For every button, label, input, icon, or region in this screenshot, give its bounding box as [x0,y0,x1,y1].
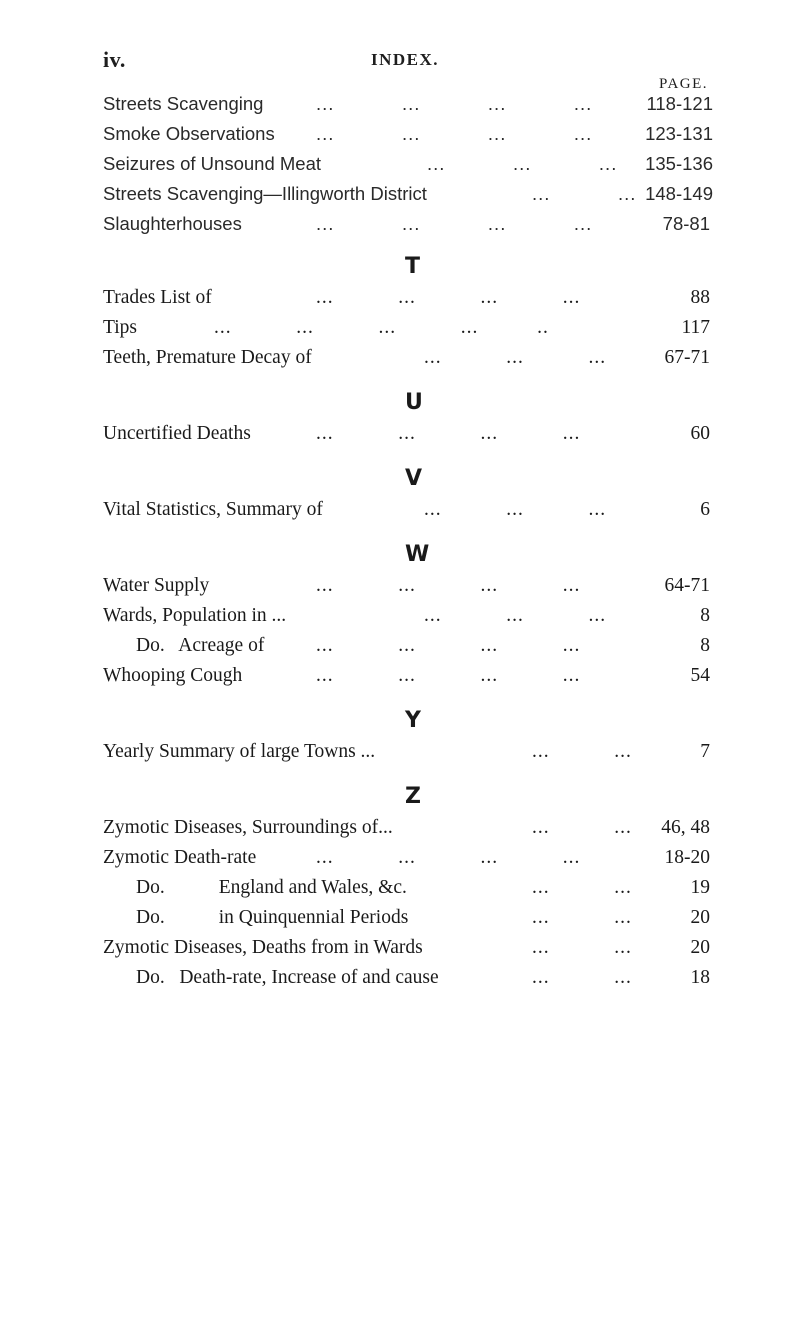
index-entry [0,423,800,453]
entry-term: Smoke Observations [103,123,275,144]
section-letter-z: Z [405,784,421,809]
leader-dots: ... ... ... [424,499,607,520]
entry-subterm: England and Wales, &c. [218,877,407,898]
leader-dots: ... ... ... ... [316,635,581,656]
entry-term: Whooping Cough [103,665,243,686]
entry-term: Teeth, Premature Decay of [103,347,312,368]
entry-page: 88 [690,287,710,308]
leader-dots: ... ... [532,967,632,988]
index-entry [0,123,800,153]
entry-page: 6 [700,499,710,520]
entry-term: Streets Scavenging—Illingworth District [103,183,427,204]
index-entry [0,877,800,907]
section-letter-v: V [405,466,423,491]
index-entry [0,817,800,847]
entry-term: Zymotic Death-rate [103,847,257,868]
leader-dots: ... ... ... ... [316,287,581,308]
leader-dots: ... ... [532,741,632,762]
index-entry [0,575,800,605]
leader-dots: ... ... ... [424,605,607,626]
entry-ditto: Do. [136,877,165,898]
index-entry [0,967,800,997]
page-title: INDEX. [371,50,440,69]
leader-dots: ... ... [532,907,632,928]
index-entry [0,605,800,635]
entry-page: 8 [700,605,710,626]
entry-term: Slaughterhouses [103,213,242,234]
section-letter-u: U [405,390,423,415]
entry-page: 20 [690,937,710,958]
leader-dots: ... ... ... ... [316,213,593,234]
entry-page: 20 [690,907,710,928]
entry-term [136,877,407,899]
entry-term: Do. Acreage of [136,635,265,656]
entry-term: Do. Death-rate, Increase of and cause [136,967,439,988]
entry-page: 8 [700,635,710,656]
index-entry [0,347,800,377]
entry-term: Zymotic Diseases, Surroundings of... [103,817,393,838]
index-entry [0,287,800,317]
entry-term: Trades List of [103,287,212,308]
entry-term: Tips [103,317,137,338]
entry-page: 54 [690,665,710,686]
leader-dots: ... ... ... ... [316,123,593,144]
entry-term: Seizures of Unsound Meat [103,153,322,174]
leader-dots: ... ... ... ... .. [214,317,549,338]
entry-page: 18-20 [664,847,710,868]
leader-dots: ... ... ... ... [316,665,581,686]
entry-page: 148-149 [645,183,713,204]
entry-term: Streets Scavenging [103,93,264,114]
section-letter-t: T [405,254,421,279]
index-entry [0,93,800,123]
leader-dots: ... ... ... ... [316,847,581,868]
section-letter-w: W [405,542,430,567]
entry-term: Water Supply [103,575,210,596]
index-entry [0,937,800,967]
page-number: iv. [103,47,126,72]
entry-ditto: Do. [136,907,165,928]
index-entry [0,741,800,771]
entry-term [136,907,408,929]
leader-dots: ... ... ... [424,347,607,368]
entry-page: 18 [690,967,710,988]
leader-dots: ... ... ... ... [316,423,581,444]
index-entry [0,635,800,665]
index-entry [0,317,800,347]
entry-term: Yearly Summary of large Towns ... [103,741,376,762]
index-entry [0,907,800,937]
leader-dots: ... ... [532,937,632,958]
leader-dots: ... ... [532,817,632,838]
entry-page: 118-121 [646,93,713,114]
leader-dots: ... ... [532,877,632,898]
entry-page: 78-81 [662,213,710,234]
entry-page: 19 [690,877,710,898]
index-entry [0,213,800,243]
entry-page: 123-131 [645,123,713,144]
section-letter-y: Y [405,708,421,733]
entry-term: Uncertified Deaths [103,423,251,444]
entry-page: 117 [681,317,710,338]
leader-dots: ... ... ... [427,153,618,174]
index-entry [0,847,800,877]
entry-page: 46, 48 [661,817,710,838]
entry-term: Vital Statistics, Summary of [103,499,323,520]
entry-page: 64-71 [664,575,710,596]
entry-page: 7 [700,741,710,762]
index-entry [0,499,800,529]
entry-term: Wards, Population in ... [103,605,287,626]
entry-page: 67-71 [664,347,710,368]
entry-subterm: in Quinquennial Periods [218,907,409,928]
entry-page: 60 [690,423,710,444]
leader-dots: ... ... ... ... [316,93,593,114]
index-entry [0,183,800,213]
entry-page: 135-136 [645,153,713,174]
leader-dots: ... ... [532,183,637,204]
leader-dots: ... ... ... ... [316,575,581,596]
index-entry [0,153,800,183]
index-entry [0,665,800,695]
page-column-label: PAGE. [659,76,709,92]
entry-term: Zymotic Diseases, Deaths from in Wards [103,937,423,958]
